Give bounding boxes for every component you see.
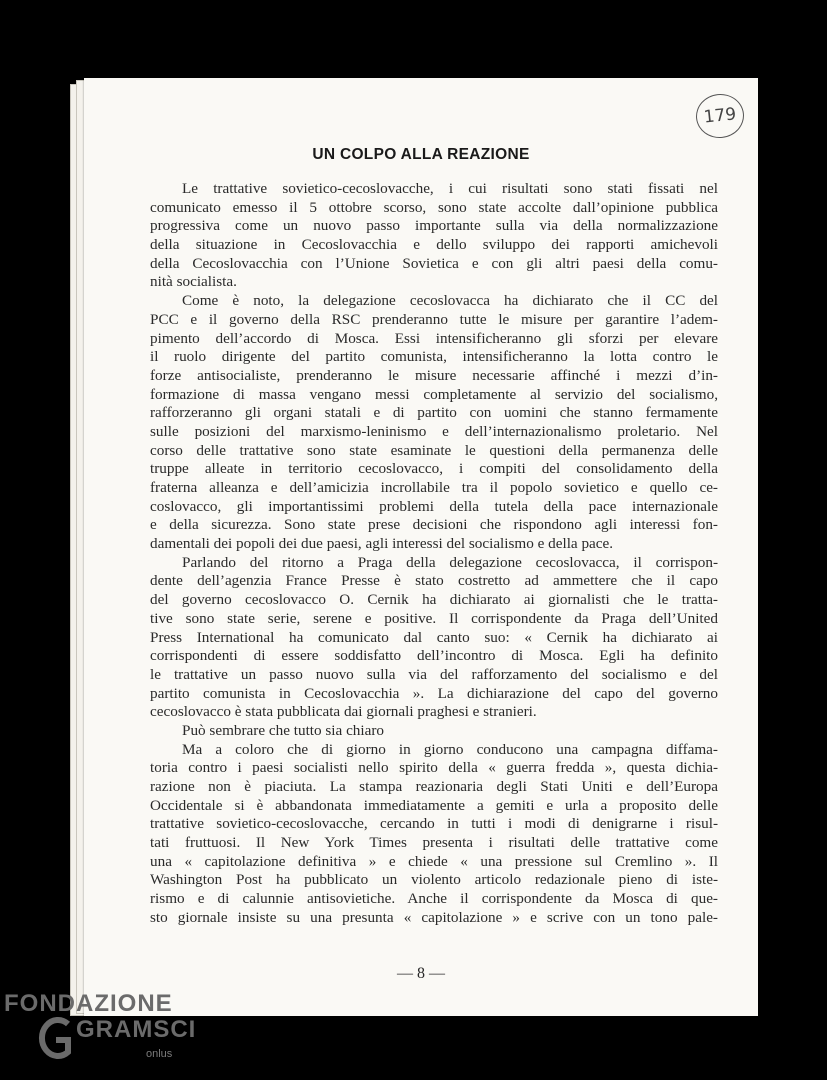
text-line: corrispondenti di essere soddisfatto dell’incontro di Mosca. Egli ha definito	[150, 647, 718, 665]
text-line: Occidentale si è abbandonata immediatamente a gemiti e urla a proposito delle	[150, 796, 718, 814]
text-line: Le trattative sovietico-cecoslovacche, i cui risultati sono stati fissati nel	[182, 180, 718, 197]
text-line: progressiva come un nuovo passo importante sulla via della normalizzazione	[150, 217, 718, 235]
text-line: fraterna alleanza e dell’amicizia incrollabile tra il popolo sovietico e quello ce-	[150, 479, 718, 496]
page-title: UN COLPO ALLA REAZIONE	[312, 146, 530, 163]
text-line: rismo e di calunnie antisovietiche. Anche il corrispondente da Mosca di que-	[150, 890, 718, 908]
text-line: tive sono state serie, serene e positive. Il corrispondente da Praga dell’United	[150, 609, 718, 627]
document-page	[84, 78, 758, 1016]
text-line: tati fruttuosi. Il New York Times presenta i risultati delle trattative come	[150, 834, 718, 852]
text-line: Parlando del ritorno a Praga della delegazione cecoslovacca, il corrispon-	[182, 553, 718, 571]
fondazione-gramsci-watermark	[4, 990, 224, 1075]
text-line: sulle posizioni del marxismo-leninismo e dell’internazionalismo proletario. Nel	[150, 422, 718, 440]
text-line: Come è noto, la delegazione cecoslovacca ha dichiarato che il CC del	[182, 292, 718, 310]
watermark-line3: onlus	[146, 1048, 173, 1060]
text-line: Ma a coloro che di giorno in giorno conducono una campagna diffama-	[182, 740, 718, 758]
text-line: PCC e il governo della RSC prenderanno tutte le misure per garantire l’adem-	[150, 310, 718, 328]
text-line: trattative sovietico-cecoslovacche, cercando in tutti i modi di denigrarne i risul-	[150, 815, 718, 833]
folio-stamp: 179	[694, 92, 746, 141]
text-line: il ruolo dirigente del partito comunista, intensificheranno la lotta contro le	[150, 348, 718, 366]
text-line: sto giornale insiste su una presunta « capitolazione » e scrive con un tono pale-	[150, 908, 718, 926]
text-line: del governo cecoslovacco O. Cernik ha dichiarato ai giornalisti che le tratta-	[150, 591, 718, 609]
article-body	[150, 180, 718, 928]
text-line: corso delle trattative sono state esaminate le questioni della permanenza delle	[150, 441, 718, 459]
text-line: dente dell’agenzia France Presse è stato costretto ad ammettere che il capo	[150, 572, 718, 590]
text-line: della situazione in Cecoslovacchia e dello sviluppo dei rapporti amichevoli	[150, 236, 718, 254]
text-line: le trattative un passo nuovo sulla via del rafforzamento del socialismo e del	[150, 665, 718, 683]
text-line: damentali dei popoli dei due paesi, agli interessi del socialismo e della pace.	[150, 535, 614, 553]
text-line: Washington Post ha pubblicato un violento articolo redazionale pieno di iste-	[150, 871, 718, 889]
text-line: e della sicurezza. Sono state prese decisioni che rispondono agli interessi fon-	[150, 516, 718, 534]
text-line: una « capitolazione definitiva » e chiede « una pressione sul Cremlino ». Il	[150, 852, 718, 870]
text-line: cecoslovacco è stata pubblicata dai giornali praghesi e stranieri.	[150, 703, 537, 721]
text-line: Press International ha comunicato dal canto suo: « Cernik ha dichiarato ai	[150, 628, 718, 646]
text-line: toria contro i paesi socialisti nello spirito della « guerra fredda », questa dichia-	[150, 759, 718, 777]
text-line: coslovacco, gli importantissimi problemi della tutela della pace internazionale	[150, 497, 718, 515]
text-line: pimento dell’accordo di Mosca. Essi intensificheranno gli sforzi per elevare	[150, 329, 718, 347]
watermark-line1: FONDAZIONE	[4, 990, 173, 1017]
text-line: truppe alleate in territorio cecoslovacco, i compiti del consolidamento della	[150, 460, 718, 478]
text-line: razione non è piaciuta. La stampa reazionaria degli Stati Uniti e dell’Europa	[150, 778, 718, 795]
text-line: forze antisocialiste, prenderanno le misure necessarie affinché i mezzi d’in-	[150, 366, 718, 384]
text-line: formazione di massa vengano messi completamente al servizio del socialismo,	[150, 385, 718, 403]
text-line: Può sembrare che tutto sia chiaro	[182, 721, 385, 739]
watermark-line2: GRAMSCI	[76, 1016, 197, 1043]
gramsci-g-icon	[38, 1016, 74, 1060]
page-number: — 8 —	[397, 965, 445, 982]
text-line: della Cecoslovacchia con l’Unione Sovietica e con gli altri paesi della comu-	[150, 254, 718, 272]
text-line: rafforzeranno gli organi statali e di partito con uomini che stanno fermamente	[150, 404, 718, 422]
text-line: comunicato emesso il 5 ottobre scorso, sono state accolte dall’opinione pubblica	[150, 198, 718, 216]
text-line: nità socialista.	[150, 273, 237, 291]
text-line: partito comunista in Cecoslovacchia ». La dichiarazione del capo del governo	[150, 684, 718, 702]
